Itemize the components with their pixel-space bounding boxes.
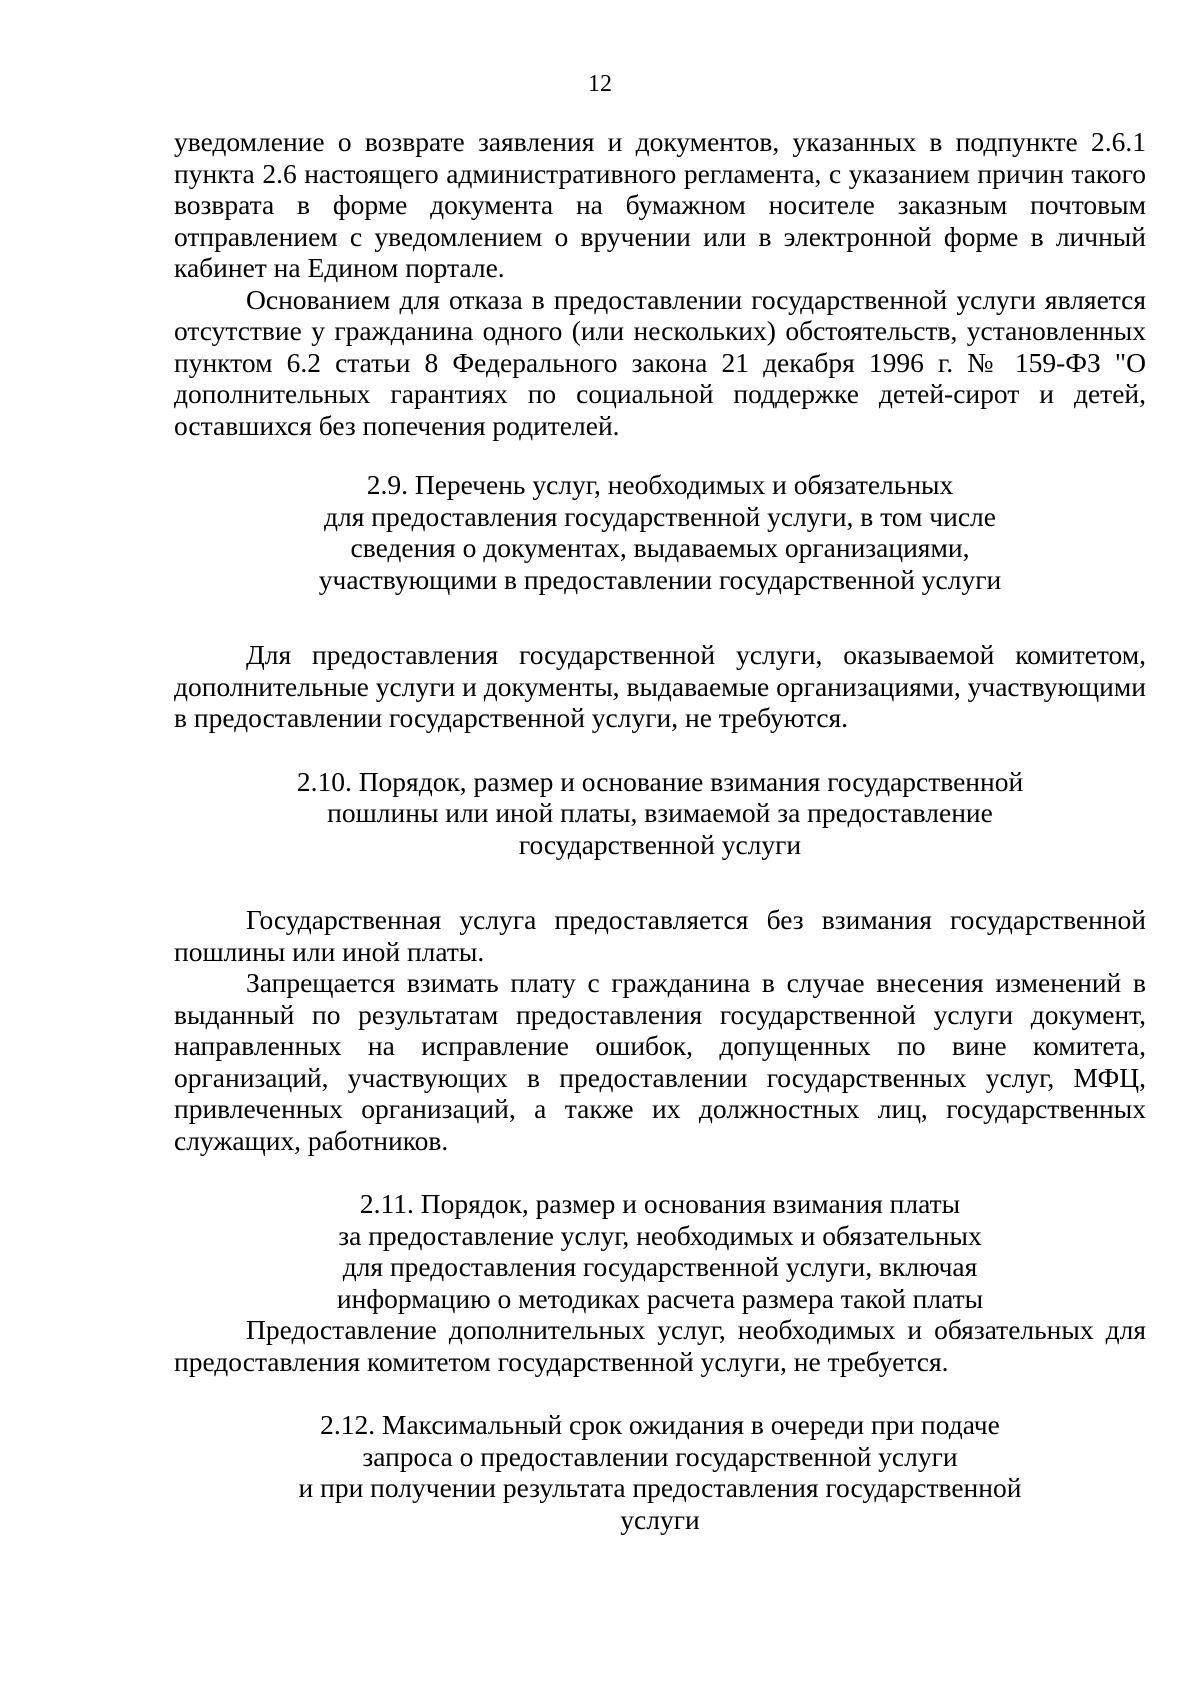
section-heading-2-11	[174, 1188, 1146, 1314]
paragraph-return-notice: уведомление о возврате заявления и документов, указанных в подпункте 2.6.1 пункта 2.6 настоящего административного регламента, с указанием причин такого возврата в форме документа на бумажном носителе заказным почтовым отправлением с уведомлением о вручении или в электронной форме в личный кабинет на Едином портале.	[174, 126, 1146, 283]
heading-line: информацию о методиках расчета размера такой платы	[336, 1282, 984, 1314]
heading-line: за предоставление услуг, необходимых и обязательных	[338, 1219, 982, 1251]
paragraph-refusal-grounds: Основанием для отказа в предоставлении государственной услуги является отсутствие у гражданина одного (или нескольких) обстоятельств, установленных пунктом 6.2 статьи 8 Федерального закона 21 декабря 1996 г. № 159-ФЗ "О дополнительных гарантиях по социальной поддержке детей-сирот и детей, оставшихся без попечения родителей.	[174, 283, 1146, 441]
section-heading-2-10	[174, 766, 1146, 861]
heading-line: пошлины или иной платы, взимаемой за предоставление	[327, 797, 993, 828]
heading-line: 2.10. Порядок, размер и основание взимания государственной	[296, 765, 1024, 797]
paragraph-additional-services: Для предоставления государственной услуги, оказываемой комитетом, дополнительные услуги и документы, выдаваемые организациями, участвующими в предоставлении государственной услуги, не требуются.	[174, 639, 1146, 733]
paragraph-extra-services-fee: Предоставление дополнительных услуг, необходимых и обязательных для предоставления комитетом государственной услуги, не требуется.	[174, 1314, 1146, 1377]
page-number: 12	[588, 71, 612, 97]
heading-line: государственной услуги	[518, 828, 802, 860]
paragraph-fee-prohibition: Запрещается взимать плату с гражданина в случае внесения изменений в выданный по результатам предоставления государственной услуги документ, направленных на исправление ошибок, допущенных по вине комитета, организаций, участвующих в предоставлении государственных услуг, МФЦ, привлеченных организаций, а также их должностных лиц, государственных служащих, работников.	[174, 967, 1146, 1156]
heading-line: услуги	[620, 1503, 700, 1535]
section-heading-2-12	[174, 1409, 1146, 1535]
heading-line: для предоставления государственной услуги, включая	[342, 1251, 978, 1282]
section-heading-2-9	[174, 469, 1146, 595]
heading-line: 2.9. Перечень услуг, необходимых и обязательных	[366, 469, 954, 500]
heading-line: запроса о предоставлении государственной услуги	[362, 1440, 958, 1472]
heading-line: и при получении результата предоставления государственной	[298, 1472, 1022, 1503]
paragraph-no-fee: Государственная услуга предоставляется без взимания государственной пошлины или иной платы.	[174, 904, 1146, 967]
document-body	[174, 126, 1146, 1535]
heading-line: 2.11. Порядок, размер и основания взимания платы	[359, 1188, 961, 1219]
heading-line: участвующими в предоставлении государственной услуги	[318, 563, 1002, 595]
heading-line: для предоставления государственной услуги, в том числе	[324, 500, 996, 532]
heading-line: сведения о документах, выдаваемых организациями,	[350, 532, 970, 563]
heading-line: 2.12. Максимальный срок ожидания в очереди при подаче	[320, 1409, 1000, 1440]
